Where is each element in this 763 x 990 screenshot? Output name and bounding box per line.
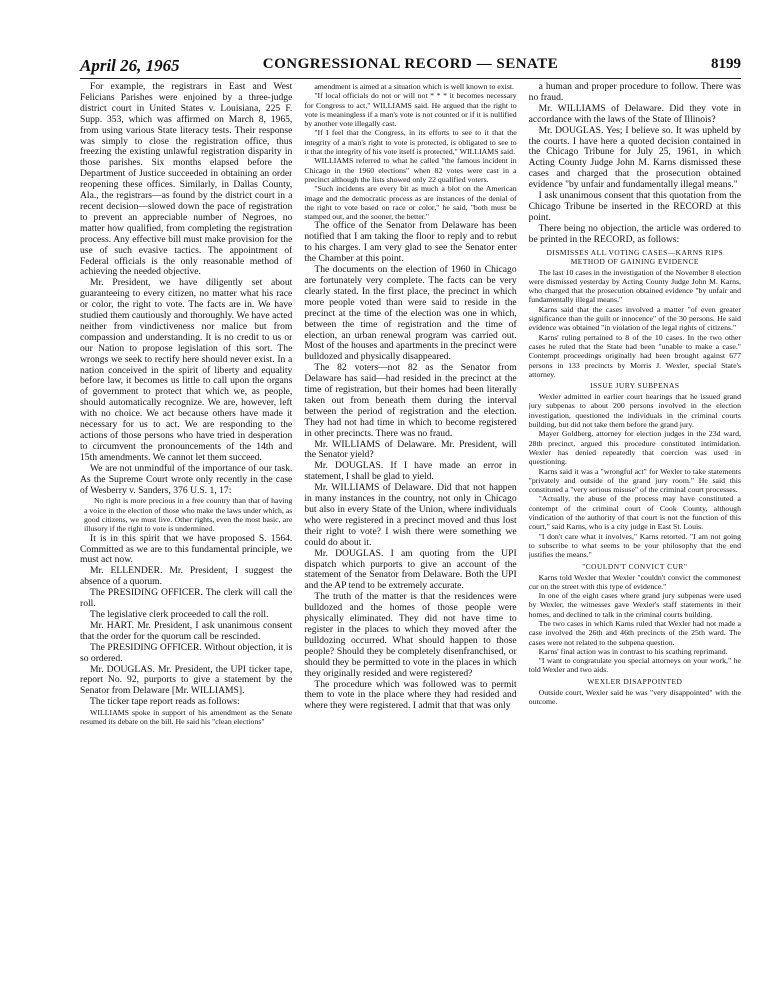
paragraph: I ask unanimous consent that this quotation from the Chicago Tribune be inserted in the RECORD at this point. bbox=[528, 190, 741, 223]
paragraph: The procedure which was followed was to permit them to vote in the place where they had resided and where they were registered. I admit that that was only bbox=[304, 678, 517, 712]
paragraph: The last 10 cases in the investigation of the November 8 election were dismissed yesterday by Acting County Judge John M. Karns, who charged that the prosecution obtained evidence "by unfair and fundamentally illegal means." bbox=[528, 267, 741, 305]
paragraph: Mr. DOUGLAS. If I have made an error in statement, I shall be glad to yield. bbox=[304, 460, 517, 483]
paragraph: amendment is aimed at a situation which is well known to exist. bbox=[314, 82, 514, 91]
section-subhead: WEXLER DISAPPOINTED bbox=[587, 676, 683, 686]
paragraph: In one of the eight cases where grand jury subpenas were used by Wexler, the witnesses gave Wexler's staff statements in their homes, and declined to talk in the criminal courts building. bbox=[528, 591, 741, 619]
paragraph: WILLIAMS spoke in support of his amendment as the Senate resumed its debate on the bill. He said his "clean elections" bbox=[80, 708, 293, 727]
paragraph: "Actually, the abuse of the process may have constituted a contempt of the criminal court of Cook County, although vindication of the authority of that court is not the function of this court," said Karns, who is a city judge in East St. Louis. bbox=[528, 494, 741, 532]
paragraph: Mr. ELLENDER. Mr. President, I suggest the absence of a quorum. bbox=[80, 565, 293, 588]
paragraph: Outside court, Wexler said he was "very disappointed" with the outcome. bbox=[528, 687, 741, 707]
paragraph: For example, the registrars in East and West Felicians Parishes were enjoined by a three-judge district court in United States v. Louisiana, 225 F. Supp. 353, which was affirmed on March 8, 1965, from using various State literacy tests. Their response was simply to close the registration office, thus freezing the existing unlawful registration disparity in those parishes. Six months elapsed before the Department of Justice succeeded in obtaining an order reopening these offices. Similarly, in Dallas County, Ala., the registrars—as found by the district court in a recent decision—slowed down the pace of registration to prevent an appreciable number of Negroes, no matter how qualified, from completing the registration process. Any effective bill must make provision for the use of such evasive tactics. The appointment of Federal officials is the only reasonable method of achieving the needed objective. bbox=[80, 82, 293, 278]
header-date: April 26, 1965 bbox=[80, 56, 180, 75]
paragraph: WILLIAMS referred to what he called "the famous incident in Chicago in the 1960 elections" when 82 votes were cast in a precinct although the lists showed only 22 qualified voters. bbox=[304, 156, 517, 184]
paragraph: Mr. WILLIAMS of Delaware. Did that not happen in many instances in the country, not only in Chicago but also in every State of the Union, where individuals who were registered in a precinct moved and thus lost their right to vote? I wish there were something we could do about it. bbox=[304, 482, 517, 548]
paragraph: The truth of the matter is that the residences were bulldozed and the homes of those people were physically eliminated. They did not have time to register in the places to which they moved after the bulldozing occurred. What should happen to those people? Should they be completely disenfranchised, or should they be permitted to vote in the places in which they originally resided and were registered? bbox=[304, 591, 517, 679]
paragraph: Mayer Goldberg, attorney for election judges in the 23d ward, 28th precinct, argued this procedure constituted intimidation. Wexler has denied repeatedly that coercion was used in questioning. bbox=[528, 429, 741, 467]
paragraph: Karns' ruling pertained to 8 of the 10 cases. In the two other cases he ruled that the State had been "unable to make a case." Contempt proceedings originally had been brought against 677 persons in 133 precincts by Morris J. Wexler, special State's attorney. bbox=[528, 332, 741, 379]
paragraph: The ticker tape report reads as follows: bbox=[90, 696, 240, 708]
paragraph: The PRESIDING OFFICER. The clerk will call the roll. bbox=[80, 587, 293, 610]
paragraph: The 82 voters—not 82 as the Senator from Delaware has said—had resided in the precinct at the time of registration, but their homes had been literally taken out from beneath them during the interval between the period of registration and the election. They had not had time in which to become registered in other precincts. There was no fraud. bbox=[304, 362, 517, 439]
header-title: CONGRESSIONAL RECORD — SENATE bbox=[262, 56, 559, 72]
paragraph: It is in this spirit that we have proposed S. 1564. Committed as we are to this fundamental principle, we must act now. bbox=[80, 532, 293, 566]
paragraph: Mr. DOUGLAS. Yes; I believe so. It was upheld by the courts. I have here a quoted decision contained in the Chicago Tribune for July 25, 1961, in which Acting County Judge John M. Karns dismissed these cases and charged that the prosecution obtained evidence "by unfair and fundamentally illegal means." bbox=[528, 124, 741, 191]
paragraph: The legislative clerk proceeded to call the roll. bbox=[90, 608, 269, 620]
paragraph: "I don't care what it involves," Karns retorted. "I am not going to subscribe to what seems to be your philosophy that the end justifies the means." bbox=[528, 531, 741, 560]
paragraph: Mr. DOUGLAS. I am quoting from the UPI dispatch which purports to give an account of the statement of the Senator from Delaware. Both the UPI and the AP tend to be extremely accurate. bbox=[304, 547, 517, 592]
paragraph: The documents on the election of 1960 in Chicago are fortunately very complete. The facts can be very clearly stated. In the first place, the precinct in which more people voted than were said to reside in the precinct at the time of the election was one in which, between the time of registration and the time of election, an urban renewal program was carried out. Most of the houses and apartments in the precinct were bulldozed and physically disappeared. bbox=[304, 264, 517, 363]
section-subhead: DISMISSES ALL VOTING CASES—KARNS RIPS METHOD OF GAINING EVIDENCE bbox=[546, 247, 724, 266]
paragraph: "If local officials do not or will not * * * it becomes necessary for Congress to act," WILLIAMS said. He argued that the right to vote is meaningless if a man's vote is not counted or if it is nullified by another vote illegally cast. bbox=[304, 91, 517, 129]
section-subhead: "COULDN'T CONVICT CUR" bbox=[582, 561, 688, 571]
paragraph: The PRESIDING OFFICER. Without objection, it is so ordered. bbox=[80, 641, 293, 664]
paragraph: Karns told Wexler that Wexler "couldn't convict the commonest cur on the street with this type of evidence." bbox=[528, 572, 741, 591]
column-left bbox=[80, 82, 292, 986]
paragraph: Mr. WILLIAMS of Delaware. Did they vote in accordance with the laws of the State of Illinois? bbox=[528, 102, 741, 125]
paragraph: Mr. WILLIAMS of Delaware. Mr. President, will the Senator yield? bbox=[304, 438, 517, 461]
paragraph: Karns said that the cases involved a matter "of even greater significance than the guilt or innocence" of the 30 persons. He said evidence was obtained "in violation of the legal rights of citizens." bbox=[528, 304, 741, 333]
paragraph: Wexler admitted in earlier court hearings that he issued grand jury subpenas to about 200 persons involved in the election investigation, questioned the individuals in the criminal courts building, but did not take them before the grand jury. bbox=[528, 392, 741, 430]
paragraph: "If I feel that the Congress, in its efforts to see to it that the integrity of a man's right to vote is protected, is obligated to see to it that the integrity of his vote itself is protected," WILLIAMS said. bbox=[304, 128, 517, 157]
paragraph: There being no objection, the article was ordered to be printed in the RECORD, as follows: bbox=[528, 222, 741, 245]
column-middle bbox=[304, 82, 516, 986]
column-right bbox=[529, 82, 741, 986]
text-columns bbox=[80, 82, 741, 986]
page-header bbox=[80, 50, 741, 79]
paragraph: No right is more precious in a free country than that of having a voice in the election of those who make the laws under which, as good citizens, we must live. Other rights, even the most basic, are illusory if the right to vote is undermined. bbox=[84, 496, 293, 534]
paragraph: Karns' final action was in contrast to his scathing reprimand. bbox=[538, 646, 728, 656]
paragraph: We are not unmindful of the importance of our task. As the Supreme Court wrote only recently in the case of Wesberry v. Sanders, 376 U.S. 1, 17: bbox=[80, 462, 293, 496]
paragraph: "Such incidents are every bit as much a blot on the American image and the democratic process as are instances of the denial of the right to vote based on race or color," he said, "both must be stamped out, and the sooner, the better." bbox=[304, 184, 517, 222]
paragraph: a human and proper procedure to follow. There was no fraud. bbox=[528, 82, 741, 103]
paragraph: Mr. DOUGLAS. Mr. President, the UPI ticker tape, report No. 92, purports to give a statement by the Senator from Delaware [Mr. WILLIAMS]. bbox=[80, 663, 293, 697]
paragraph: Mr. HART. Mr. President, I ask unanimous consent that the order for the quorum call be rescinded. bbox=[80, 619, 293, 642]
section-subhead: ISSUE JURY SUBPENAS bbox=[590, 381, 680, 391]
paragraph: Karns said it was a "wrongful act" for Wexler to take statements "privately and outside of the grand jury room." He said this constituted a "very serious misuse" of the criminal court processes. bbox=[528, 466, 741, 495]
paragraph: The two cases in which Karns ruled that Wexler had not made a case involved the 26th and 46th precincts of the 25th ward. The cases were not related to the subpena question. bbox=[528, 618, 741, 647]
paragraph: Mr. President, we have diligently set about guaranteeing to every citizen, no matter what his race or color, the right to vote. The facts are in. We have studied them cautiously and thoroughly. We have acted neither from vindictiveness nor malice but from compassion and understanding. It is no credit to us or our Nation to propose legislation of this sort. The wrongs we seek to rectify here should never exist. In a nation conceived in the spirit of liberty and equality before law, it becomes us little to call upon the organs of government to protect that which we, as people, should automatically recognize. We are, however, left with no choice. We act because others have made it necessary for us to act. We are responding to the actions of those persons who have tried in desperation to circumvent the pronouncements of the 14th and 15th amendments. We cannot let them succeed. bbox=[80, 277, 293, 463]
paragraph: The office of the Senator from Delaware has been notified that I am taking the floor to reply and to rebut to his charges. I am very glad to see the Senator enter the Chamber at this point. bbox=[304, 220, 517, 265]
header-page-number: 8199 bbox=[711, 56, 741, 72]
paragraph: "I want to congratulate you special attorneys on your work," he told Wexler and two aids. bbox=[528, 656, 741, 675]
